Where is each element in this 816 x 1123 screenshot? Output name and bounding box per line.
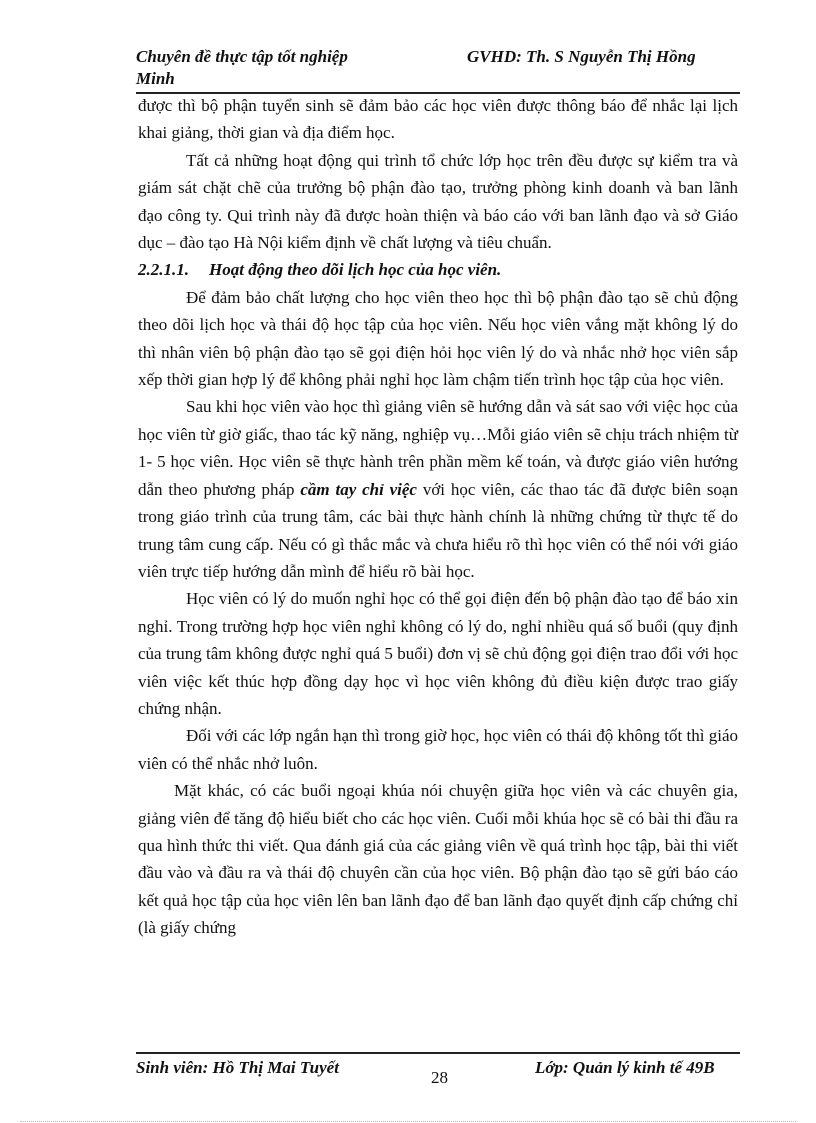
- paragraph-4-part-b: với học viên, các thao tác đã được biên soạn trong giáo trình của trung tâm, các bài thực hành chính là những chứng từ thực tế do trung tâm cung cấp. Nếu có gì thắc mắc và chưa hiểu rõ thì học viên có thể nói với giáo viên trực tiếp hướng dẫn mình để hiểu rõ bài học.: [138, 479, 738, 581]
- header-title: Chuyên đề thực tập tốt nghiệp: [136, 47, 348, 66]
- emphasis-text: cầm tay chỉ việc: [300, 479, 417, 499]
- page-number: 28: [431, 1068, 448, 1087]
- header-title-cont: Minh: [136, 69, 175, 88]
- section-title: Hoạt động theo dõi lịch học của học viên.: [209, 260, 502, 280]
- header-left: [136, 46, 348, 90]
- paragraph-3: Để đảm bảo chất lượng cho học viên theo học thì bộ phận đào tạo sẽ chủ động theo dõi lịch học và thái độ học tập của học viên. Nếu học viên vắng mặt không lý do thì nhân viên bộ phận đào tạo sẽ gọi điện hỏi học viên lý do và nhắc nhở học viên sắp xếp thời gian hợp lý để không phải nghỉ học làm chậm tiến trình học tập của học viên.: [138, 287, 738, 390]
- paragraph-2: Tất cả những hoạt động qui trình tổ chức lớp học trên đều được sự kiểm tra và giám sát chặt chẽ của trưởng bộ phận đào tạo, trưởng phòng kinh doanh và ban lãnh đạo công ty. Qui trình này đã được hoàn thiện và báo cáo với ban lãnh đạo và sở Giáo dục – đào tạo Hà Nội kiểm định về chất lượng và tiêu chuẩn.: [138, 150, 738, 253]
- header-supervisor: GVHD: Th. S Nguyễn Thị Hồng: [467, 47, 696, 66]
- page-bottom-border: [20, 1121, 796, 1122]
- paragraph-7: Mặt khác, có các buổi ngoại khúa nói chuyện giữa học viên và các chuyên gia, giảng viên để tăng độ hiểu biết cho các học viên. Cuối mỗi khúa học sẽ có bài thi đầu ra qua hình thức thi viết. Qua đánh giá của các giảng viên về quá trình học tập, bài thi viết đầu vào và đầu ra và thái độ chuyên cần của học viên. Bộ phận đào tạo sẽ gửi báo cáo kết quả học tập của học viên lên ban lãnh đạo để ban lãnh đạo quyết định cấp chứng chỉ (là giấy chứng: [138, 781, 738, 938]
- section-heading: [138, 256, 738, 283]
- document-body: [138, 92, 738, 942]
- paragraph-4-part-a: Sau khi học viên vào học thì giảng viên sẽ hướng dẫn và sát sao với việc học của học viên từ giờ giấc, thao tác kỹ năng, nghiệp vụ…Mỗi giáo viên sẽ chịu trách nhiệm từ 1- 5 học viên. Học viên sẽ thực hành trên phần mềm kế toán, và được giáo viên hướng dẫn theo phương pháp: [138, 397, 738, 499]
- footer-class: Lớp: Quản lý kinh tế 49B: [535, 1058, 715, 1077]
- paragraph-1: được thì bộ phận tuyển sinh sẽ đảm bảo các học viên được thông báo để nhắc lại lịch khai giảng, thời gian và địa điểm học.: [138, 96, 738, 143]
- paragraph-4: [138, 393, 738, 585]
- section-number: 2.2.1.1.: [138, 260, 189, 280]
- footer-divider: [136, 1052, 740, 1054]
- paragraph-5: Học viên có lý do muốn nghỉ học có thể gọi điện đến bộ phận đào tạo để báo xin nghỉ. Trong trường hợp học viên nghỉ không có lý do, nghỉ nhiều quá số buổi (quy định của trung tâm không được nghỉ quá 5 buổi) đơn vị sẽ chủ động gọi điện trao đổi với học viên việc kết thúc hợp đồng dạy học vì học viên không đủ điều kiện được trao giấy chứng nhận.: [138, 589, 738, 718]
- footer-student: Sinh viên: Hồ Thị Mai Tuyết: [136, 1058, 339, 1077]
- paragraph-6: Đối với các lớp ngắn hạn thì trong giờ học, học viên có thái độ không tốt thì giáo viên có thể nhắc nhở luôn.: [138, 726, 738, 773]
